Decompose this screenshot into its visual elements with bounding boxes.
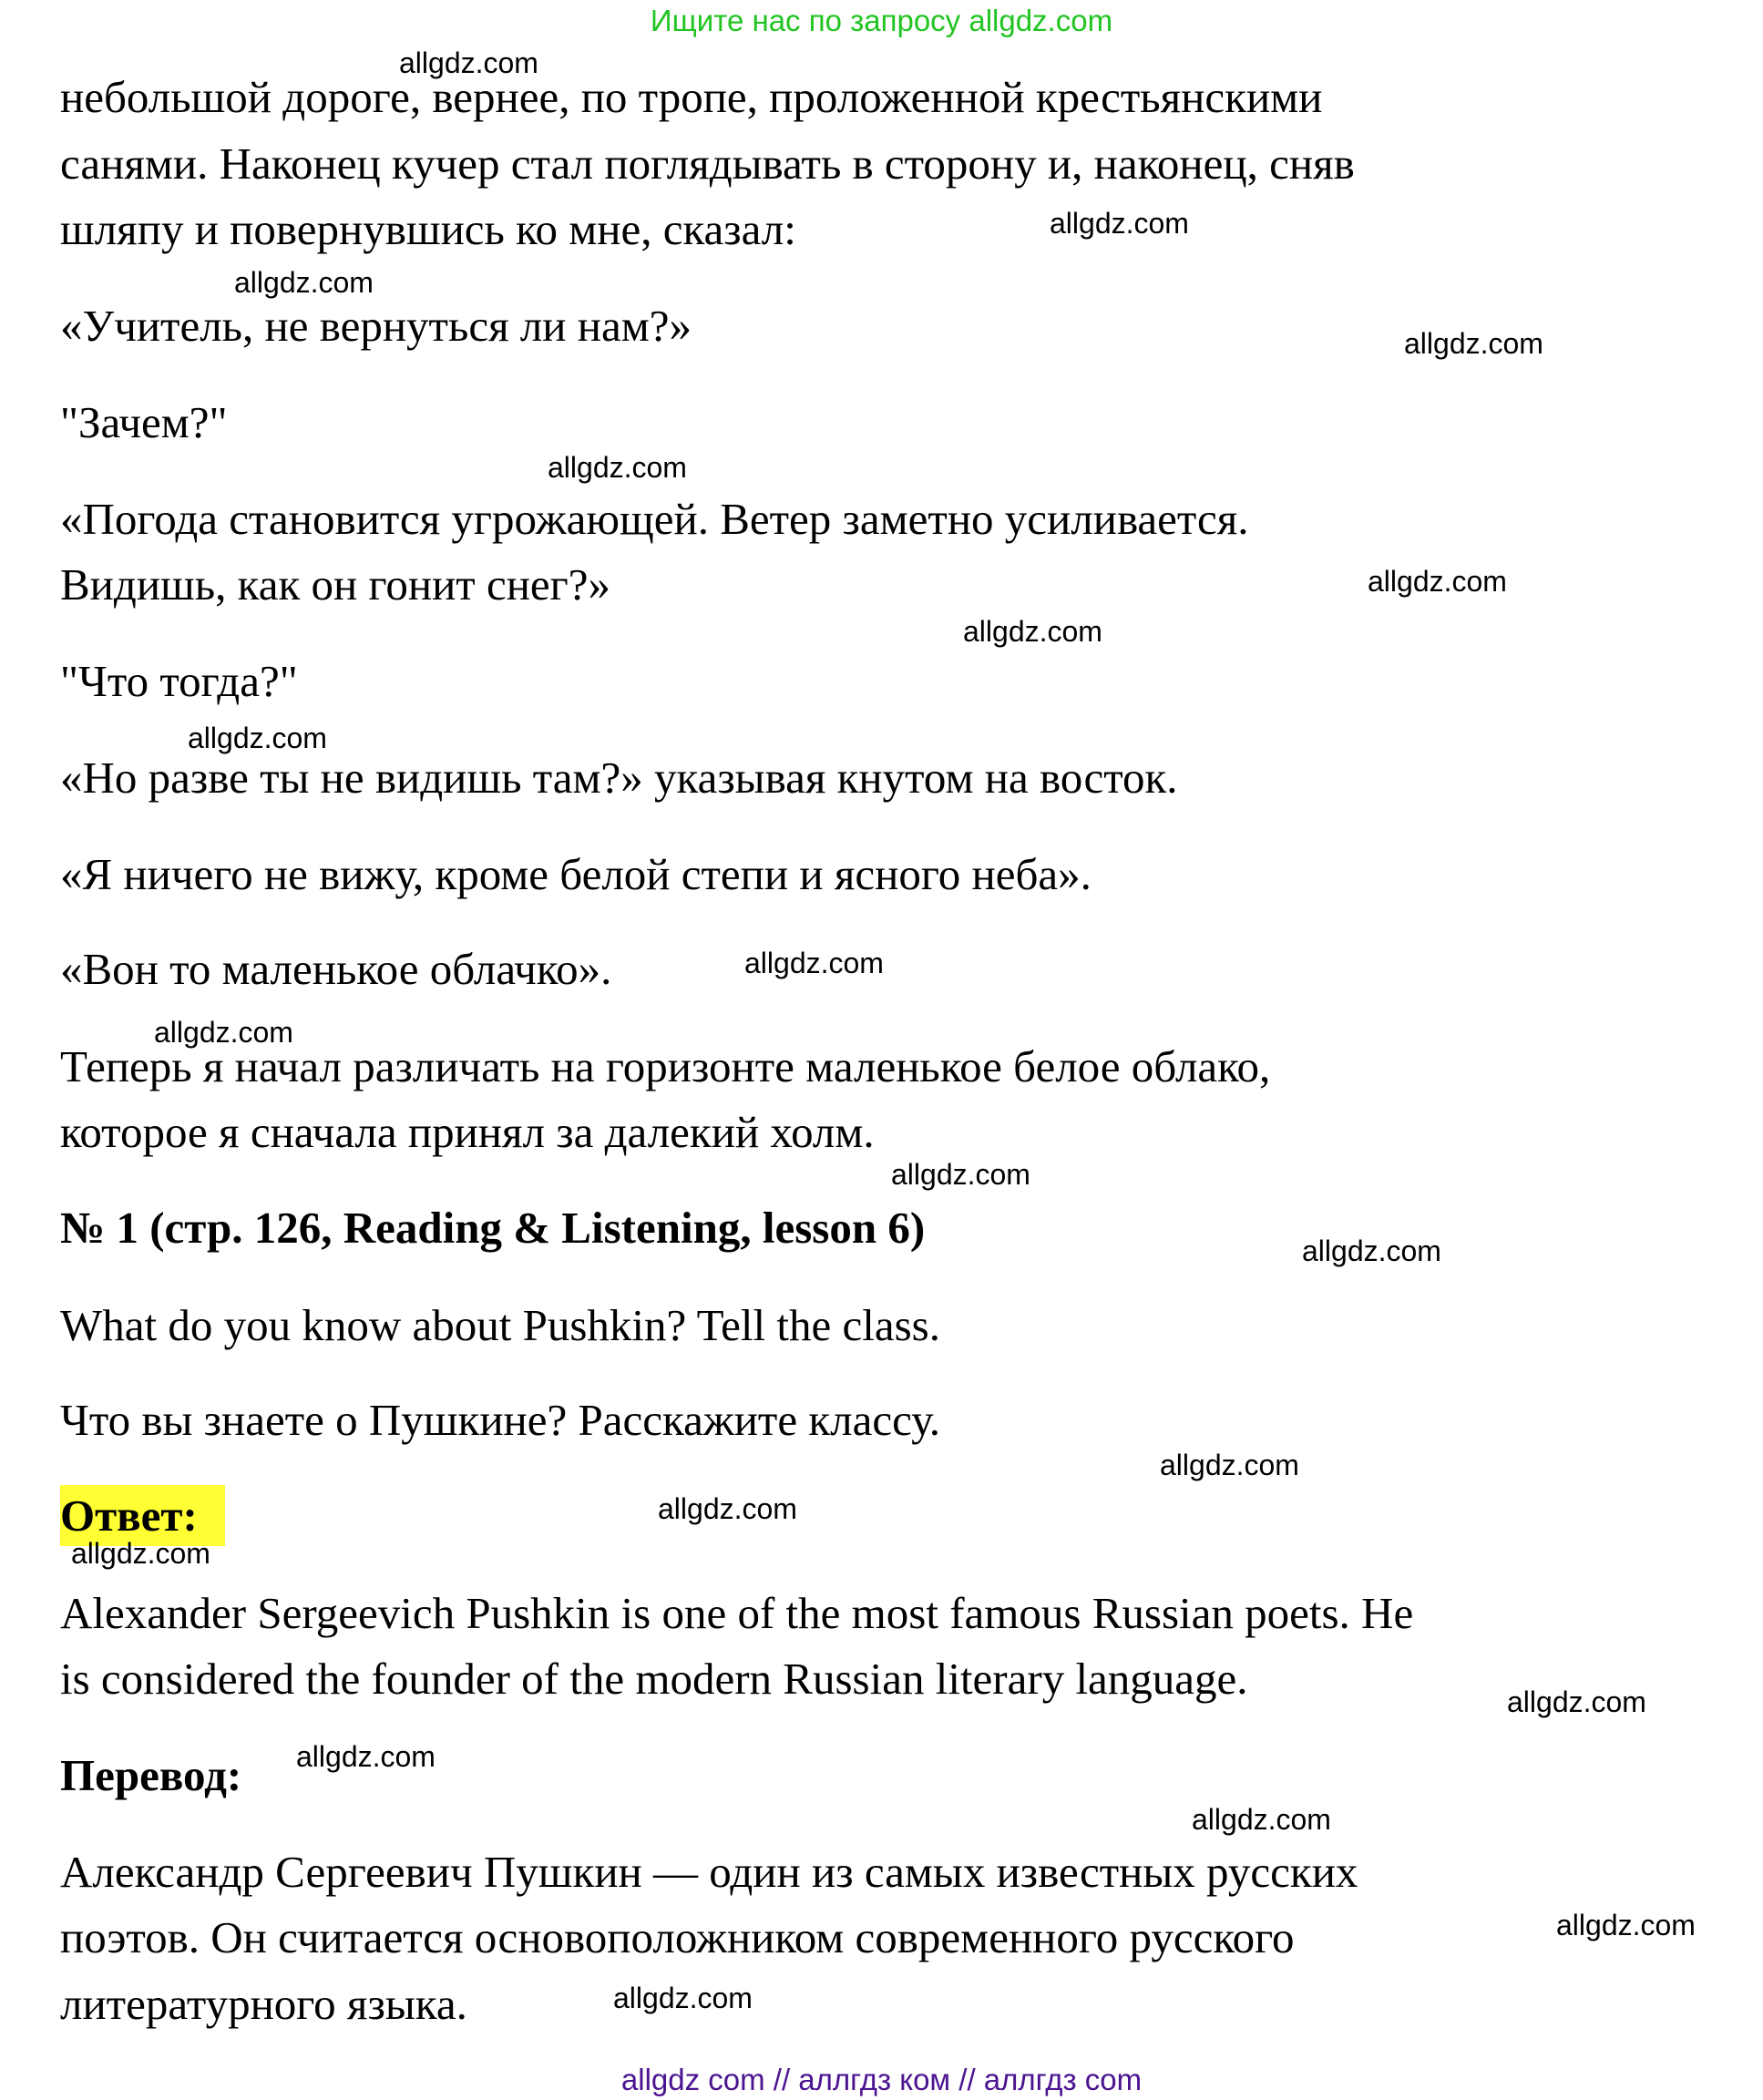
watermark: allgdz.com: [658, 1492, 797, 1525]
watermark: allgdz.com: [1302, 1234, 1441, 1267]
task-russian: Что вы знаете о Пушкине? Расскажите классу.: [60, 1395, 941, 1445]
task-english: What do you know about Pushkin? Tell the class.: [60, 1300, 941, 1350]
text-line: "Что тогда?": [60, 656, 298, 706]
watermark: allgdz.com: [234, 266, 374, 299]
watermark: allgdz.com: [154, 1016, 293, 1049]
watermark: allgdz.com: [891, 1158, 1030, 1191]
text-line: «Вон то маленькое облачко».: [60, 944, 612, 994]
watermark: allgdz.com: [1507, 1685, 1646, 1718]
answer-line: Alexander Sergeevich Pushkin is one of the most famous Russian poets. He: [60, 1588, 1414, 1638]
text-line: санями. Наконец кучер стал поглядывать в сторону и, наконец, сняв: [60, 138, 1355, 189]
watermark: allgdz.com: [1192, 1803, 1331, 1836]
watermark: allgdz.com: [71, 1537, 210, 1570]
watermark: allgdz.com: [188, 722, 327, 754]
translation-line: литературного языка.: [60, 1979, 467, 2029]
watermark: allgdz.com: [296, 1740, 436, 1773]
search-hint-banner: Ищите нас по запросу allgdz.com: [650, 4, 1113, 37]
watermark: allgdz.com: [1160, 1449, 1299, 1481]
text-line: «Погода становится угрожающей. Ветер заметно усиливается.: [60, 494, 1249, 544]
answer-line: is considered the founder of the modern Russian literary language.: [60, 1654, 1248, 1704]
watermark: allgdz.com: [1404, 327, 1543, 360]
translation-line: поэтов. Он считается основоположником современного русского: [60, 1912, 1295, 1962]
text-line: Видишь, как он гонит снег?»: [60, 559, 611, 610]
text-line: «Учитель, не вернуться ли нам?»: [60, 301, 692, 351]
watermark: allgdz.com: [744, 947, 884, 979]
answer-label: Ответ:: [60, 1490, 198, 1541]
watermark: allgdz.com: [548, 451, 687, 484]
footer-links[interactable]: allgdz com // аллгдз ком // аллгдз com: [620, 2063, 1143, 2096]
text-line: которое я сначала принял за далекий холм.: [60, 1107, 875, 1157]
watermark: allgdz.com: [963, 615, 1102, 648]
translation-line: Александр Сергеевич Пушкин — один из самых известных русских: [60, 1847, 1358, 1897]
text-line: "Зачем?": [60, 397, 228, 447]
text-line: Теперь я начал различать на горизонте маленькое белое облако,: [60, 1041, 1271, 1091]
text-line: шляпу и повернувшись ко мне, сказал:: [60, 204, 796, 254]
text-line: небольшой дороге, вернее, по тропе, проложенной крестьянскими: [60, 72, 1323, 122]
translation-label: Перевод:: [60, 1750, 242, 1800]
text-line: «Но разве ты не видишь там?» указывая кнутом на восток.: [60, 753, 1178, 803]
watermark: allgdz.com: [613, 1982, 753, 2014]
text-line: «Я ничего не вижу, кроме белой степи и ясного неба».: [60, 849, 1092, 899]
watermark: allgdz.com: [1368, 565, 1507, 598]
watermark: allgdz.com: [1556, 1909, 1696, 1941]
watermark: allgdz.com: [399, 46, 538, 79]
watermark: allgdz.com: [1050, 207, 1189, 240]
exercise-heading: № 1 (стр. 126, Reading & Listening, lesson 6): [60, 1203, 926, 1253]
